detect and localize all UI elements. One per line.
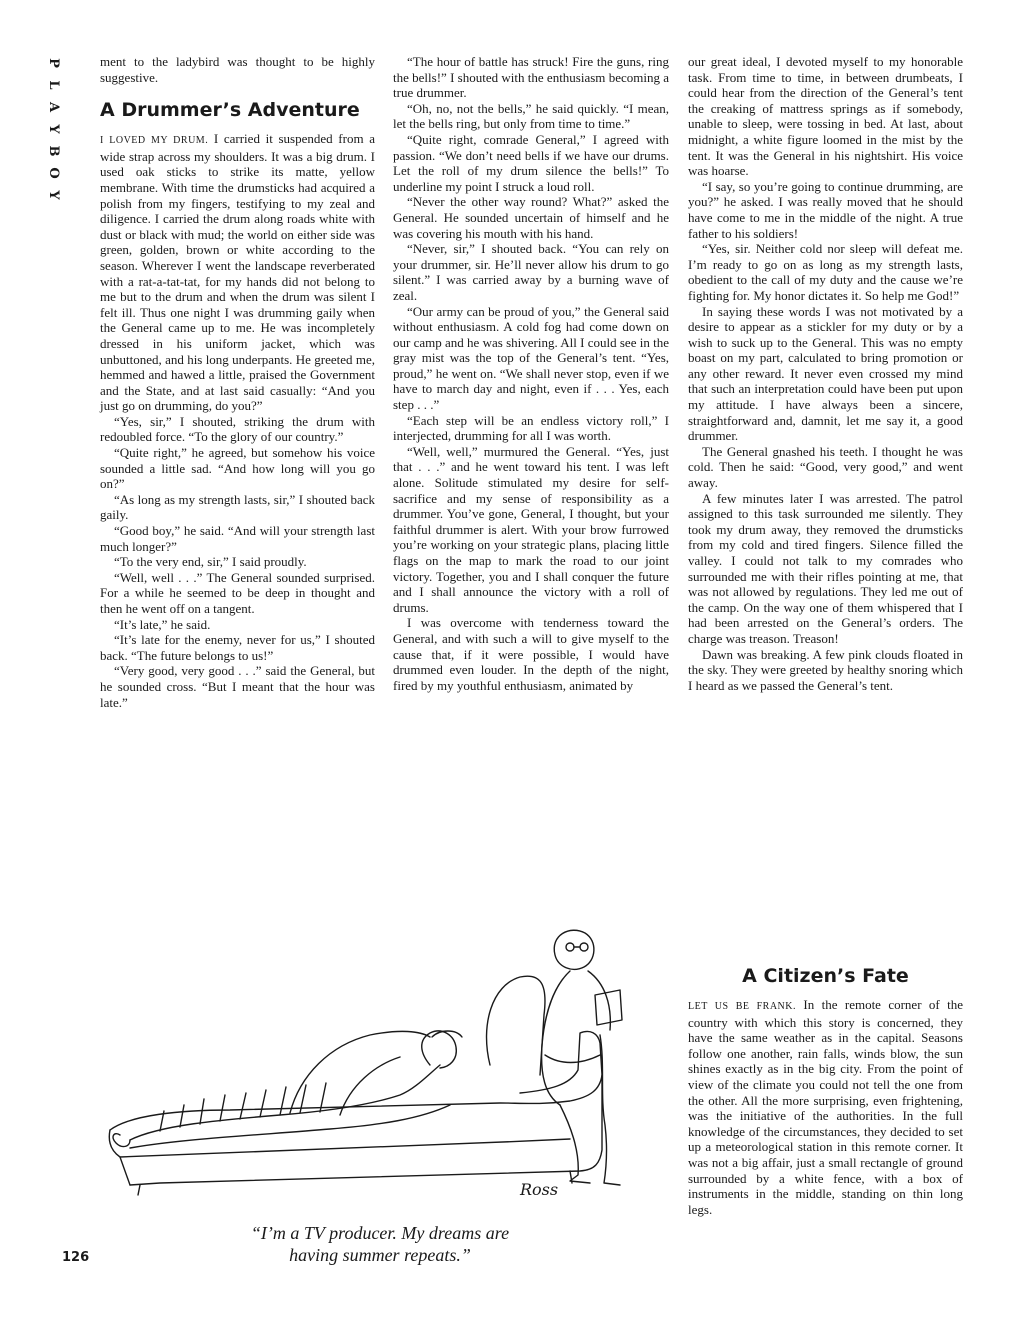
text-column-3-lower xyxy=(688,965,963,1217)
paragraph: “Never the other way round? What?” asked the General. He sounded uncertain of himself and he was covering his mouth with his hand. xyxy=(393,194,669,241)
brand-letter: Y xyxy=(46,190,61,200)
paragraph-lead xyxy=(688,997,963,1217)
paragraph: ment to the ladybird was thought to be highly suggestive. xyxy=(100,54,375,85)
cartoon-illustration xyxy=(100,925,670,1215)
psychiatrist xyxy=(554,930,594,969)
paragraph: “The hour of battle has struck! Fire the guns, ring the bells!” I shouted with the enthusiasm becoming a true drummer. xyxy=(393,54,669,101)
section-heading-drummer: A Drummer’s Adventure xyxy=(100,99,360,122)
paragraph: “Never, sir,” I shouted back. “You can rely on your drummer, sir. He’ll never allow his drum to go silent.” I was carried away by a burning wave of zeal. xyxy=(393,241,669,303)
paragraph: “Yes, sir,” I shouted, striking the drum with redoubled force. “To the glory of our country.” xyxy=(100,413,375,445)
paragraph: “Oh, no, not the bells,” he said quickly. “I mean, let the bells ring, but only from time to time.” xyxy=(393,100,669,132)
page-number: 126 xyxy=(62,1250,90,1265)
paragraph: The General gnashed his teeth. I thought he was cold. Then he said: “Good, very good,” and went away. xyxy=(688,443,963,491)
section-heading-citizen: A Citizen’s Fate xyxy=(742,965,909,987)
brand-letter: O xyxy=(46,167,61,179)
lead-in: LET US BE FRANK. xyxy=(688,1001,796,1012)
paragraph: “It’s late for the enemy, never for us,” I shouted back. “The future belongs to us!” xyxy=(100,632,375,663)
magazine-brand-vertical xyxy=(40,52,66,206)
paragraph: “It’s late,” he said. xyxy=(114,616,211,632)
paragraph: “Quite right,” he agreed, but somehow his voice sounded a little sad. “And how long will you go on?” xyxy=(100,445,375,492)
paragraph: “Good boy,” he said. “And will your strength last much longer?” xyxy=(100,523,375,554)
cartoon-caption xyxy=(150,1222,610,1266)
paragraph: “Each step will be an endless victory roll,” I interjected, drumming for all I was worth. xyxy=(393,412,669,444)
paragraph: I was overcome with tenderness toward the General, and with such a will to give myself to the cause that, if it were possible, I would have drummed even louder. In the depth of the night, fired by my youthful enthusiasm, animated by xyxy=(393,615,669,693)
brand-letter: A xyxy=(46,101,61,113)
brand-letter: P xyxy=(46,58,61,68)
paragraph-text: I carried it suspended from a wide strap across my shoulders. It was a big drum. I used oak sticks to strike its matte, yellow membrane. With time the drumsticks had acquired a polish from my fingers, testifying to my zeal and diligence. I carried the drum along roads white with dust or black with mud; the world on either side was green, golden, brown or white according to the season. Wherever I went the landscape reverberated with a rat-a-tat-tat, for my hands did not belong to me but to the drum and when the drum was silent I felt ill. Thus one night I was drumming gaily when the General came up to me. He was incompletely dressed in his uniform jacket, which was unbuttoned, and his long underpants. He greeted me, hemmed and hawed a little, praised the Government and the State, and at last said casually: “And you just go on drumming, do you?” xyxy=(100,131,376,414)
paragraph: “Very good, very good . . .” said the General, but he sounded cross. “But I meant that the hour was late.” xyxy=(100,663,375,710)
paragraph: A few minutes later I was arrested. The patrol assigned to this task surrounded me silently. They took my drum away, they removed the drumsticks from my cold and tired fingers. Silence filled the valley. I could not talk to my comrades who surrounded me with their rifles pointing at me, that was not allowed by regulations. They led me out of the camp. On the way one of them whispered that I had been arrested on the General’s orders. The charge was treason. Treason! xyxy=(688,490,963,646)
paragraph: Dawn was breaking. A few pink clouds floated in the sky. They were greeted by healthy snoring which I heard as we passed the General’s tent. xyxy=(688,646,963,693)
paragraph: our great ideal, I devoted myself to my honorable task. From time to time, in between drumbeats, I could hear from the direction of the General’s tent the creaking of mattress springs as if somebody, unable to sleep, were tossing in bed. At last, about midnight, a white figure loomed in the mist by the tent. It was the General in his nightshirt. His voice was hoarse. xyxy=(688,54,963,179)
chair xyxy=(487,976,545,1075)
cartoonist-signature: Ross xyxy=(520,1180,559,1199)
caption-line: “I’m a TV producer. My dreams are xyxy=(250,1223,510,1243)
paragraph: “Quite right, comrade General,” I agreed with passion. “We don’t need bells if we have our drums. Let the roll of my drum silence the bells!” To underline my point I struck a loud roll. xyxy=(393,131,669,194)
couch xyxy=(110,1031,602,1130)
caption-line: having summer repeats.” xyxy=(289,1245,471,1265)
paragraph: “As long as my strength lasts, sir,” I shouted back gaily. xyxy=(100,491,375,523)
text-column-2 xyxy=(393,54,669,693)
paragraph: “Well, well . . .” The General sounded surprised. For a while he seemed to be deep in thought and then he went off on a tangent. xyxy=(100,569,375,616)
brand-letter: B xyxy=(46,145,61,157)
brand-letter: Y xyxy=(46,124,61,134)
paragraph-lead xyxy=(100,131,375,414)
paragraph: “I say, so you’re going to continue drumming, are you?” he asked. I was really moved that he should have come to me in the middle of the night. A true father to his soldiers! xyxy=(688,178,963,241)
paragraph: “Yes, sir. Neither cold nor sleep will defeat me. I’m ready to go on as long as my strength lasts, obedient to the call of my duty and the cause we’re fighting for. My honor dictates it. So help me God!” xyxy=(688,241,963,303)
text-column-1 xyxy=(100,54,375,710)
paragraph-text: In the remote corner of the country with which this story is concerned, they have the same weather as in the capital. Seasons follow one another, rain falls, winds blow, the sun shines exactly as in the big city. From the point of view of the climate you could not tell the one from the other. All the more surprising, even frightening, was the initiative of the authorities. In the full knowledge of the circumstances, they decided to set up a meteorological station in this remote corner. It was not a big affair, just a small rectangle of ground surrounded by a white fence, with a box of instruments in the middle, standing on thin long legs. xyxy=(688,997,964,1217)
paragraph: In saying these words I was not motivated by a desire to appear as a stickler for my duty or by a wish to suck up to the General. This was no empty boast on my part, calculated to bring promotion or any other reward. It never even crossed my mind that such an interpretation could have been put upon my attitude. I have always been a sincere, straightforward and, damnit, let me say it, a good drummer. xyxy=(688,303,963,444)
patient-body xyxy=(130,1065,440,1140)
brand-letter: L xyxy=(46,80,61,90)
paragraph: “To the very end, sir,” I said proudly. xyxy=(114,554,307,570)
text-column-3 xyxy=(688,54,963,693)
paragraph: “Well, well,” murmured the General. “Yes, just that . . .” and he went toward his tent. I was left alone. Solitude stimulated my desire for self-sacrifice and my sense of responsibility as a drummer. You’ve gone, General, I thought, but your faithful drummer is alert. With your brow furrowed you’re working on your strategic plans, placing little flags on the map to mark the road to our joint victory. Together, you and I shall conquer the future and I shall announce the victory with a roll of drums. xyxy=(393,443,669,615)
lead-in: I LOVED MY DRUM. xyxy=(100,135,209,147)
paragraph: “Our army can be proud of you,” the General said without enthusiasm. A cold fog had come down on our camp and he was shivering. All I could see in the gray mist was the top of the General’s tent. “Yes, proud,” he went on. “We shall never stop, even if we have to march day and night, even if . . . Yes, each step . . .” xyxy=(393,303,669,413)
